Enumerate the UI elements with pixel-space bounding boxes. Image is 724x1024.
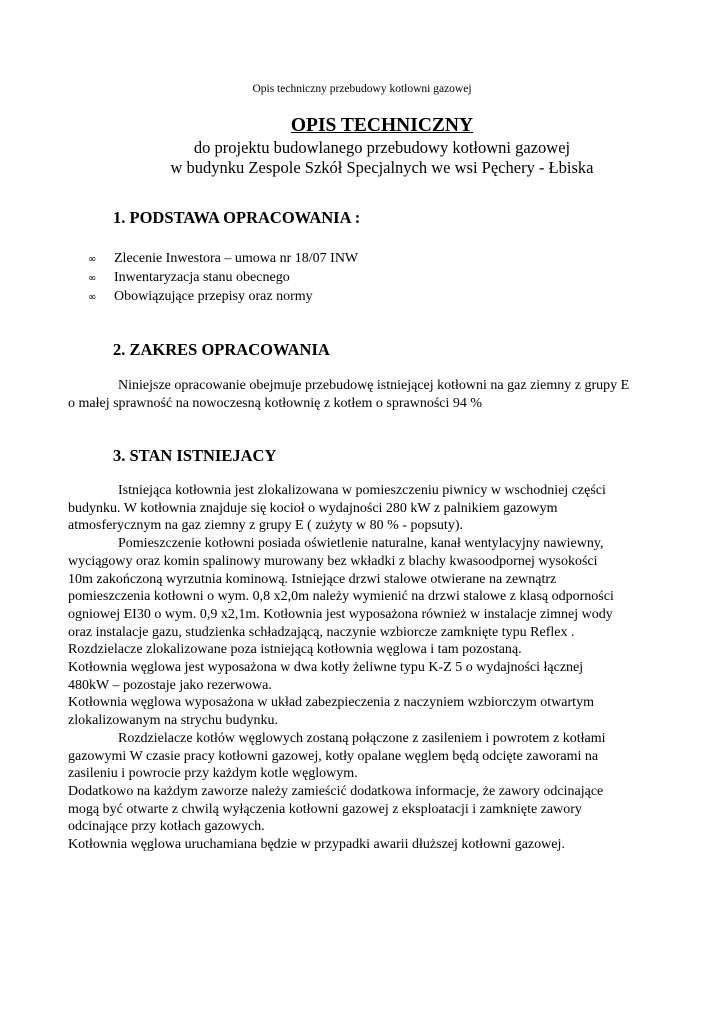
infinity-bullet-icon: ∞	[88, 254, 97, 265]
text-line: mogą być otwarte z chwilą wyłączenia kotłowni gazowej z eksploatacji i zamknięte zawory	[68, 801, 582, 817]
text-line: Istniejąca kotłownia jest zlokalizowana w pomieszczeniu piwnicy w wschodniej części	[118, 483, 606, 498]
section-3-heading: 3. STAN ISTNIEJACY	[113, 446, 277, 465]
text-line: pomieszczenia kotłowni o wym. 0,8 x2,0m należy wymienić na drzwi stalowe z klasą odporności	[68, 589, 614, 605]
infinity-bullet-icon: ∞	[88, 273, 97, 284]
text-line: zlokalizowanym na strychu budynku.	[68, 713, 278, 729]
text-line: Rozdzielacze kotłów węglowych zostaną połączone z zasileniem i powrotem z kotłami	[118, 730, 606, 746]
text-line: 10m zakończoną wyrzutnia kominową. Istniejące drzwi stalowe otwierane na zewnątrz	[68, 571, 557, 587]
list-item	[88, 288, 358, 307]
text-line: o małej sprawność na nowoczesną kotłownię z kotłem o sprawności 94 %	[68, 395, 483, 411]
text-line: Niniejsze opracowanie obejmuje przebudowę istniejącej kotłowni na gaz ziemny z grupy E	[118, 378, 630, 393]
document-title: OPIS TECHNICZNY	[290, 115, 474, 136]
text-line: oraz instalacje gazu, studzienka schładzającą, naczynie wzbiorcze zamknięte typu Reflex .	[68, 624, 575, 640]
list-item	[88, 269, 358, 288]
section-1-heading: 1. PODSTAWA OPRACOWANIA :	[113, 208, 361, 227]
text-line: odcinające przy kotłach gazowych.	[68, 819, 265, 835]
subtitle-line-2: w budynku Zespole Szkół Specjalnych we wsi Pęchery - Łbiska	[170, 158, 594, 177]
text-line: Kotłownia węglowa uruchamiana będzie w przypadki awarii dłuższej kotłowni gazowej.	[68, 837, 565, 853]
infinity-bullet-icon: ∞	[88, 292, 97, 303]
text-line: wyciągowy oraz komin spalinowy murowany bez wkładki z blachy kwasoodpornej wysokości	[68, 553, 598, 569]
list-item-text: Inwentaryzacja stanu obecnego	[114, 270, 290, 285]
text-line: zasileniu i powrocie przy każdym kotle węglowym.	[68, 766, 358, 782]
list-item-text: Zlecenie Inwestora – umowa nr 18/07 INW	[114, 251, 359, 266]
text-line: Kotłownia węglowa wyposażona w układ zabezpieczenia z naczyniem wzbiorczym otwartym	[68, 695, 594, 711]
text-line: ogniowej EI30 o wym. 0,9 x2,1m. Kotłownia jest wyposażona również w instalacje zimnej wody	[68, 606, 613, 622]
text-line: Dodatkowo na każdym zaworze należy zamieścić dodatkowa informacje, że zawory odcinające	[68, 783, 604, 799]
running-header: Opis techniczny przebudowy kotłowni gazowej	[252, 83, 472, 95]
text-line: Kotłownia węglowa jest wyposażona w dwa kotły żeliwne typu K-Z 5 o wydajności łącznej	[68, 660, 584, 676]
text-line: atmosferycznym na gaz ziemny z grupy E ( zużyty w 80 % - popsuty).	[68, 518, 463, 534]
text-line: budynku. W kotłownia znajduje się kocioł o wydajności 280 kW z palnikiem gazowym	[68, 500, 558, 516]
text-line: gazowymi W czasie pracy kotłowni gazowej, kotły opalane węglem będą odcięte zaworami na	[68, 748, 599, 764]
text-line: Rozdzielacze zlokalizowane poza istniejącą kotłownia węglowa i tam pozostaną.	[68, 642, 522, 658]
existing-state-paragraph	[68, 482, 638, 854]
scope-paragraph	[68, 377, 638, 412]
text-line: Pomieszczenie kotłowni posiada oświetlenie naturalne, kanał wentylacyjny nawiewny,	[118, 536, 604, 552]
section-2-heading: 2. ZAKRES OPRACOWANIA	[113, 340, 330, 359]
title-block	[0, 114, 724, 178]
basis-list	[88, 250, 358, 307]
list-item	[88, 250, 358, 269]
list-item-text: Obowiązujące przepisy oraz normy	[114, 289, 313, 304]
text-line: 480kW – pozostaje jako rezerwowa.	[68, 677, 272, 693]
subtitle-line-1: do projektu budowlanego przebudowy kotłowni gazowej	[193, 138, 571, 157]
